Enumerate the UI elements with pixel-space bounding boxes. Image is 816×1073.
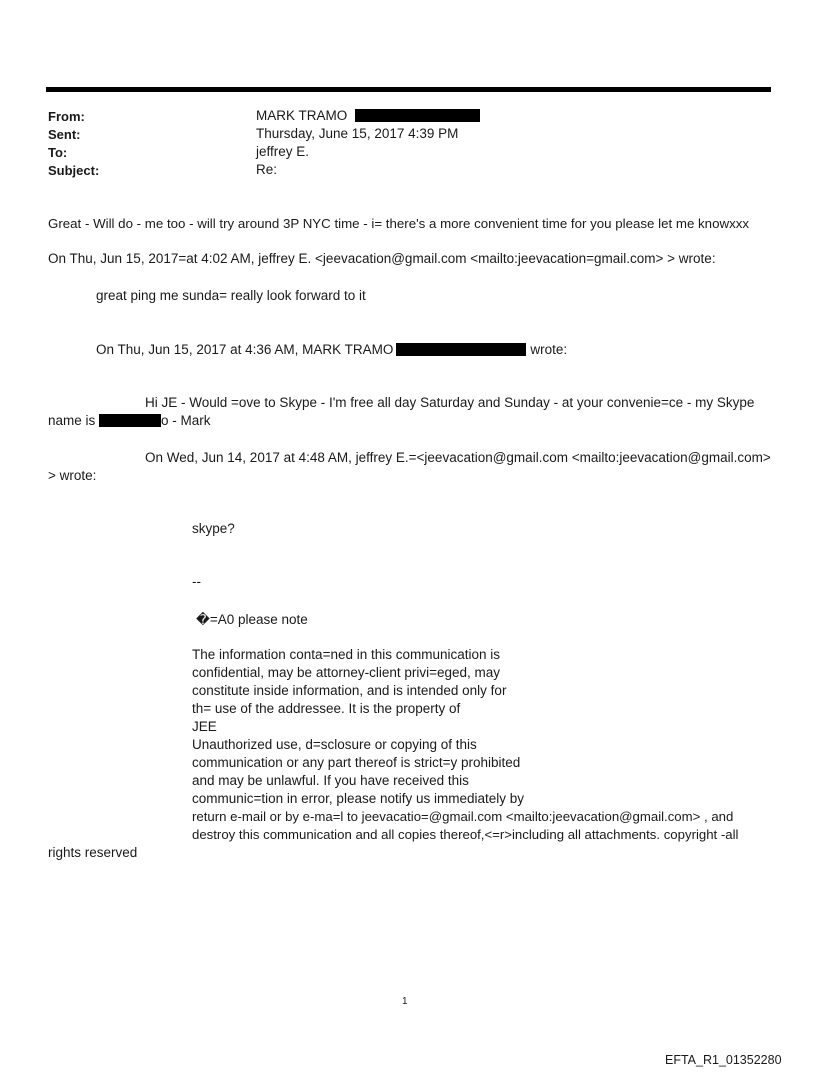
to-label: To:: [48, 145, 68, 160]
disclaimer-line: constitute inside information, and is intended only for: [192, 683, 507, 698]
disclaimer-line: return e-mail or by e-ma=l to jeevacatio=@gmail.com <mailto:jeevacation@gmail.com> , and: [192, 809, 734, 824]
reply-text: Great - Will do - me too - will try around 3P NYC time - i= there's a more convenient time for you please let me knowxxx: [48, 216, 750, 231]
redaction-box: [99, 414, 161, 427]
redaction-box: [355, 109, 480, 122]
from-value: [256, 108, 480, 123]
subject-label: Subject:: [48, 163, 100, 178]
to-value: jeffrey E.: [256, 144, 310, 159]
quote-header-2-wrote: wrote:: [530, 342, 568, 357]
quoted-reply-2-sign: o - Mark: [161, 413, 211, 428]
quote-header-1: On Thu, Jun 15, 2017=at 4:02 AM, jeffrey E. <jeevacation@gmail.com <mailto:jeevacation=gmail.com> > wrote:: [48, 251, 716, 266]
quoted-reply-2: Hi JE - Would =ove to Skype - I'm free all day Saturday and Sunday - at your convenie=ce - my Skype: [145, 395, 755, 410]
sent-label: Sent:: [48, 127, 81, 142]
disclaimer-line: Unauthorized use, d=sclosure or copying of this: [192, 737, 477, 752]
disclaimer-line: and may be unlawful. If you have received this: [192, 773, 469, 788]
quote-header-3: On Wed, Jun 14, 2017 at 4:48 AM, jeffrey E.=<jeevacation@gmail.com <mailto:jeevacation@gmail.com>: [145, 450, 771, 465]
redaction-box: [396, 343, 526, 356]
sent-value: Thursday, June 15, 2017 4:39 PM: [256, 126, 459, 141]
quoted-message: skype?: [192, 521, 235, 536]
quote-header-2: [96, 342, 567, 357]
disclaimer-last-line: rights reserved: [48, 845, 138, 860]
quoted-reply-2-name: name is: [48, 413, 96, 428]
subject-value: Re:: [256, 162, 278, 177]
quoted-reply-1: great ping me sunda= really look forward to it: [96, 288, 366, 303]
signature-separator: --: [192, 574, 201, 589]
please-note: �=A0 please note: [196, 612, 308, 627]
quoted-reply-2-cont: [48, 413, 211, 428]
disclaimer-line: The information conta=ned in this communication is: [192, 647, 501, 662]
from-name: MARK TRAMO: [256, 108, 348, 123]
quote-header-2-text: On Thu, Jun 15, 2017 at 4:36 AM, MARK TRAMO: [96, 342, 394, 357]
disclaimer-line: communic=tion in error, please notify us immediately by: [192, 791, 525, 806]
disclaimer-line: th= use of the addressee. It is the property of: [192, 701, 461, 716]
page-number: 1: [402, 996, 408, 1007]
disclaimer-line: destroy this communication and all copies thereof,<=r>including all attachments. copyright -all: [192, 827, 739, 842]
document-id: EFTA_R1_01352280: [665, 1053, 782, 1067]
disclaimer-line: confidential, may be attorney-client privi=eged, may: [192, 665, 501, 680]
disclaimer-line: JEE: [192, 719, 217, 734]
header-rule: [46, 87, 771, 92]
quote-header-3-cont: > wrote:: [48, 468, 97, 483]
from-label: From:: [48, 109, 85, 124]
disclaimer-line: communication or any part thereof is strict=y prohibited: [192, 755, 521, 770]
